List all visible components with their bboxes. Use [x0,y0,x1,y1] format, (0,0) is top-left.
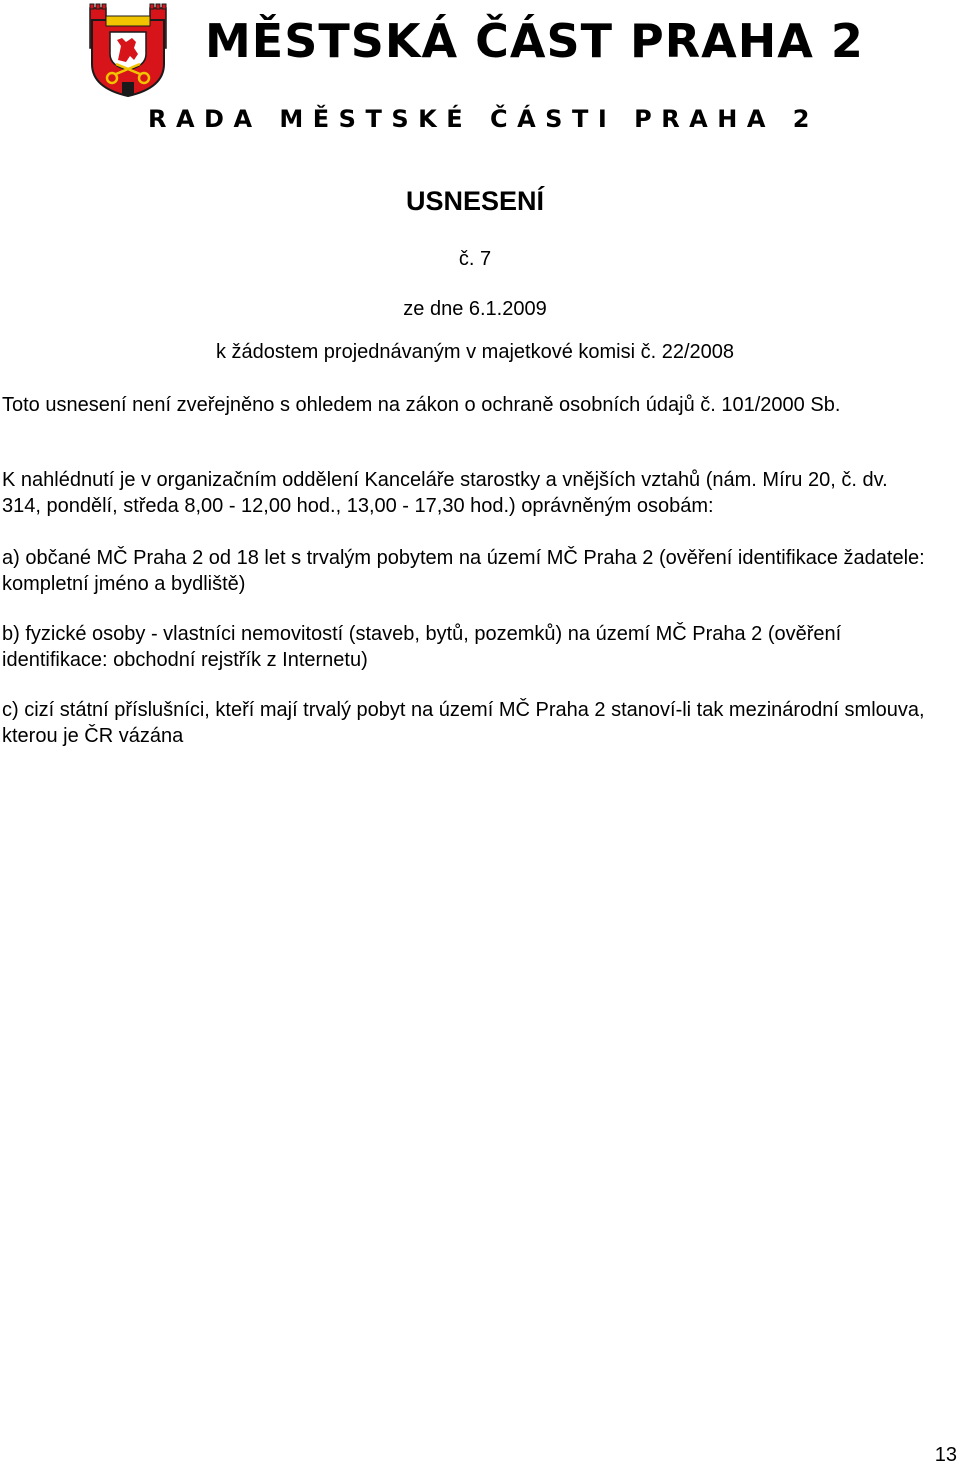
resolution-date: ze dne 6.1.2009 [403,298,547,320]
privacy-note: Toto usnesení není zveřejněno s ohledem na zákon o ochraně osobních údajů č. 101/2000 Sb. [2,394,841,416]
inspection-note: K nahlédnutí je v organizačním oddělení Kanceláře starostky a vnějších vztahů (nám. Míru 20, č. dv. 314, pondělí, středa 8,00 - 12,00 hod., 13,00 - 17,30 hod.) oprávněným osobám: [2,469,888,517]
resolution-number: č. 7 [458,248,492,270]
document-title: USNESENÍ [405,186,545,216]
page-number: 13 [934,1444,957,1466]
resolution-subject: k žádostem projednávaným v majetkové komisi č. 22/2008 [215,341,735,363]
list-item-a: a) občané MČ Praha 2 od 18 let s trvalým pobytem na území MČ Praha 2 (ověření identifikace žadatele: kompletní jméno a bydliště) [2,547,925,595]
letterhead-title: MĚSTSKÁ ČÁST PRAHA 2 [205,14,864,68]
coat-of-arms-icon [88,2,168,98]
letterhead-subtitle: RADA MĚSTSKÉ ČÁSTI PRAHA 2 [148,105,819,133]
list-item-b: b) fyzické osoby - vlastníci nemovitostí (staveb, bytů, pozemků) na území MČ Praha 2 (ověření identifikace: obchodní rejstřík z Internetu) [2,623,842,671]
list-item-c: c) cizí státní příslušníci, kteří mají trvalý pobyt na území MČ Praha 2 stanoví-li tak mezinárodní smlouva, kterou je ČR vázána [2,699,925,747]
